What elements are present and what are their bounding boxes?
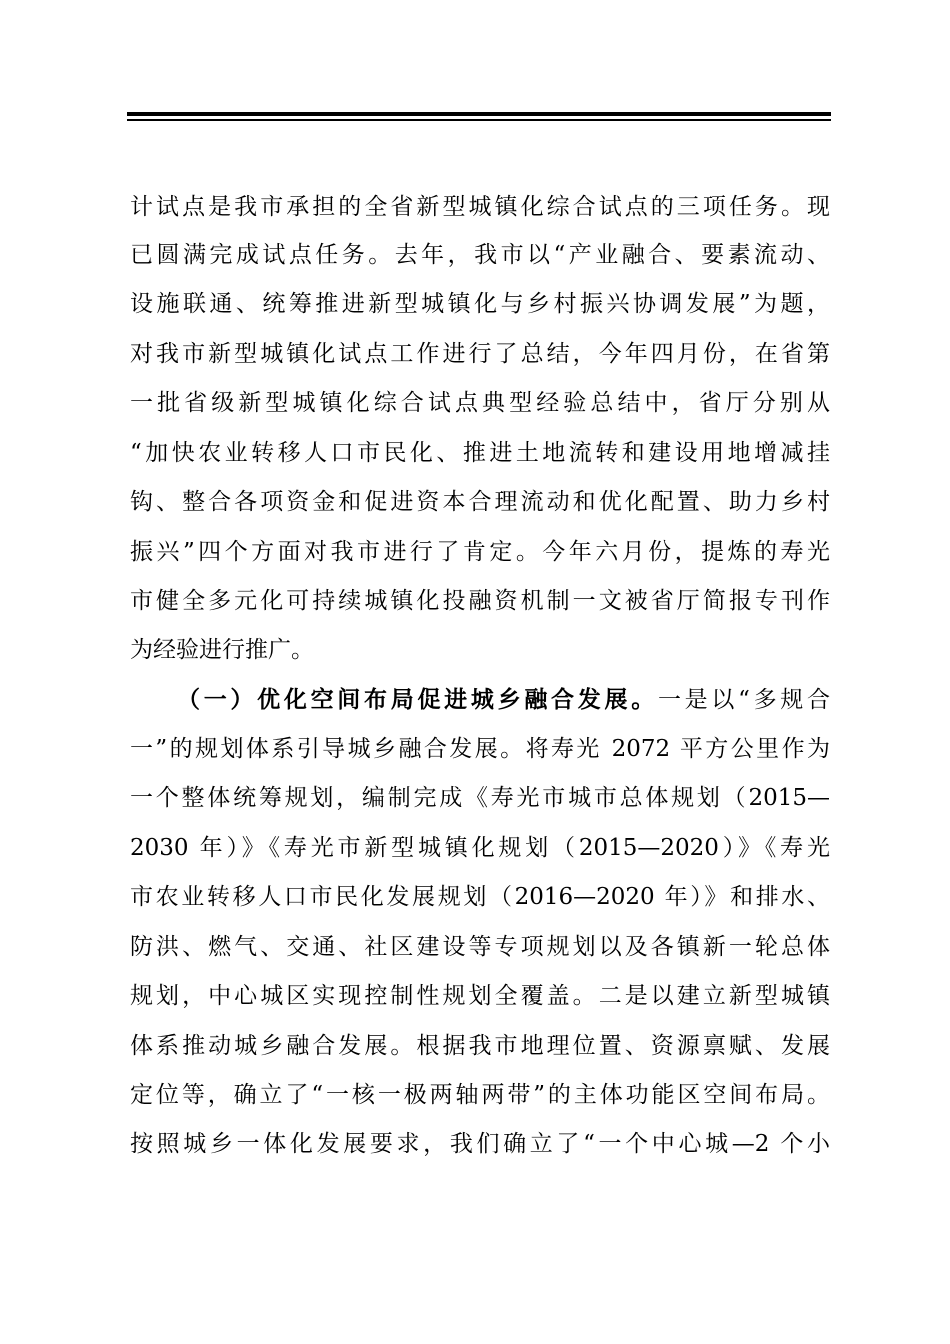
header-rule-thin: [127, 119, 831, 121]
section-heading: （一）优化空间布局促进城乡融合发展。: [177, 686, 658, 713]
body-text-line: 已圆满完成试点任务。去年，我市以“产业融合、要素流动、: [130, 242, 830, 268]
body-text-line: 规划，中心城区实现控制性规划全覆盖。二是以建立新型城镇: [130, 983, 830, 1009]
body-text-line: 设施联通、统筹推进新型城镇化与乡村振兴协调发展”为题，: [130, 291, 830, 317]
body-text-line: 对我市新型城镇化试点工作进行了总结，今年四月份，在省第: [130, 341, 830, 367]
section-first-line-text: 一是以“多规合: [657, 687, 830, 713]
body-text-line: 振兴”四个方面对我市进行了肯定。今年六月份，提炼的寿光: [130, 539, 830, 565]
body-text-line: 计试点是我市承担的全省新型城镇化综合试点的三项任务。现: [130, 194, 830, 220]
body-text-line: 一个整体统筹规划，编制完成《寿光市城市总体规划（2015—: [130, 785, 830, 811]
body-text-line: 市农业转移人口市民化发展规划（2016—2020 年）》和排水、: [130, 884, 830, 910]
body-text-line: “加快农业转移人口市民化、推进土地流转和建设用地增减挂: [130, 440, 830, 466]
body-text-line: 为经验进行推广。: [130, 637, 314, 663]
body-text-line: 一”的规划体系引导城乡融合发展。将寿光 2072 平方公里作为: [130, 736, 830, 762]
body-text-line: 按照城乡一体化发展要求，我们确立了“一个中心城—2 个小: [130, 1131, 830, 1157]
body-text-line: 防洪、燃气、交通、社区建设等专项规划以及各镇新一轮总体: [130, 934, 830, 960]
body-text-line: 市健全多元化可持续城镇化投融资机制一文被省厅简报专刊作: [130, 588, 830, 614]
body-text-line: 定位等，确立了“一核一极两轴两带”的主体功能区空间布局。: [130, 1082, 830, 1108]
body-text-line: 一批省级新型城镇化综合试点典型经验总结中，省厅分别从: [130, 390, 830, 416]
body-text-line: 钩、整合各项资金和促进资本合理流动和优化配置、助力乡村: [130, 489, 830, 515]
header-rule-thick: [127, 112, 831, 116]
section-first-line: [177, 684, 830, 716]
body-text-line: 2030 年）》《寿光市新型城镇化规划（2015—2020）》《寿光: [130, 835, 830, 861]
body-text-line: 体系推动城乡融合发展。根据我市地理位置、资源禀赋、发展: [130, 1033, 830, 1059]
